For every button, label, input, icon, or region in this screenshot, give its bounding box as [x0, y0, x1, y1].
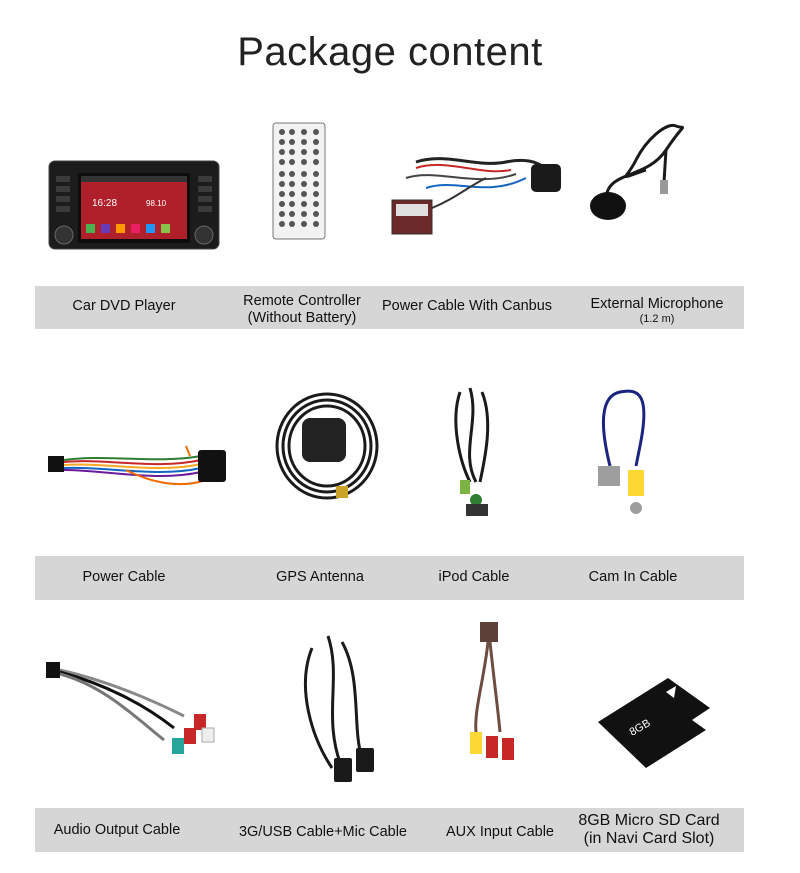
label-gps-antenna: GPS Antenna — [276, 569, 364, 585]
ipod-cable-image — [440, 382, 504, 518]
gps-antenna-image — [272, 388, 382, 506]
label-usb-mic-cable: 3G/USB Cable+Mic Cable — [238, 824, 408, 840]
label-power-cable-canbus: Power Cable With Canbus — [381, 298, 553, 314]
label-external-microphone-line1: External Microphone — [590, 296, 724, 312]
label-external-microphone-length: (1.2 m) — [639, 313, 675, 325]
sd-card-capacity-text: 8GB — [627, 717, 653, 739]
car-dvd-player-image — [48, 158, 220, 252]
label-remote-controller — [222, 293, 382, 327]
label-micro-sd-card-line1: 8GB Micro SD Card — [578, 812, 720, 829]
aux-input-cable-image — [454, 620, 524, 770]
label-external-microphone — [580, 296, 734, 326]
external-microphone-image — [586, 120, 694, 224]
label-remote-controller-line2: (Without Battery) — [247, 310, 357, 326]
player-frequency: 98.10 — [146, 199, 167, 208]
label-audio-output-cable: Audio Output Cable — [53, 822, 181, 838]
label-ipod-cable: iPod Cable — [438, 569, 510, 585]
label-aux-input-cable: AUX Input Cable — [445, 824, 554, 840]
micro-sd-card-image — [582, 668, 744, 780]
usb-mic-cable-image — [292, 628, 382, 788]
power-cable-image — [46, 440, 230, 500]
page-title: Package content — [237, 30, 543, 74]
label-car-dvd-player: Car DVD Player — [72, 298, 176, 314]
label-remote-controller-line1: Remote Controller — [243, 293, 361, 309]
label-micro-sd-card-line2: (in Navi Card Slot) — [583, 830, 715, 847]
player-clock: 16:28 — [92, 198, 118, 209]
cam-in-cable-image — [590, 386, 666, 520]
audio-output-cable-image — [44, 656, 216, 760]
label-micro-sd-card — [566, 812, 732, 848]
remote-controller-image — [272, 122, 326, 240]
label-cam-in-cable: Cam In Cable — [588, 569, 678, 585]
power-cable-canbus-image — [386, 148, 566, 240]
label-power-cable: Power Cable — [82, 569, 166, 585]
